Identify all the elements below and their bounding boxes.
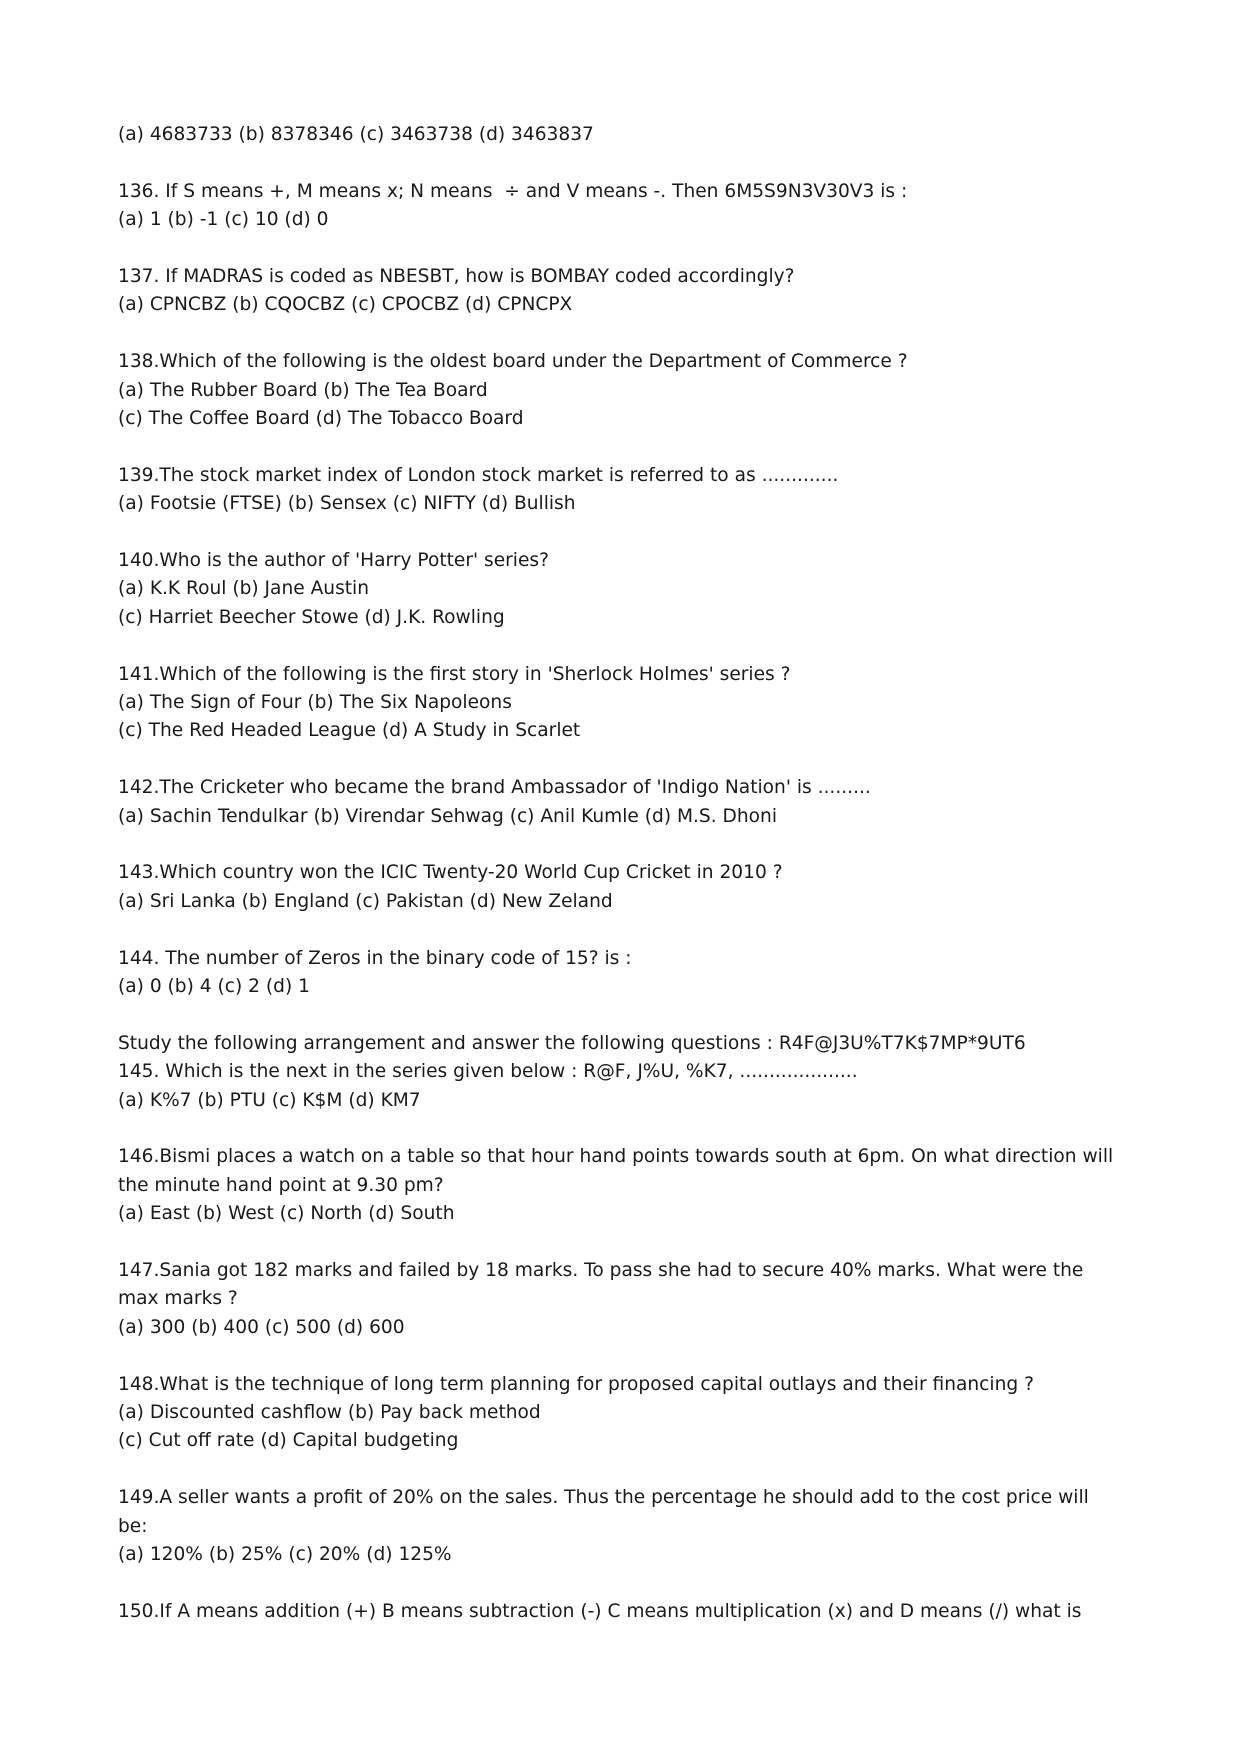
question-text: the minute hand point at 9.30 pm? xyxy=(118,1174,444,1196)
question-text: max marks ? xyxy=(118,1288,238,1310)
instruction-text: Study the following arrangement and answer the following questions : R4F@J3U%T7K$7MP*9UT6 xyxy=(118,1032,1026,1054)
question-text: 136. If S means +, M means x; N means ÷ and V means -. Then 6M5S9N3V30V3 is : xyxy=(118,180,908,202)
answer-options: (a) 1 (b) -1 (c) 10 (d) 0 xyxy=(118,209,329,231)
question-text: 137. If MADRAS is coded as NBESBT, how is BOMBAY coded accordingly? xyxy=(118,266,795,287)
answer-options: (a) East (b) West (c) North (d) South xyxy=(118,1203,455,1225)
question-text: 149.A seller wants a profit of 20% on the sales. Thus the percentage he should add to the cost price will xyxy=(118,1487,1089,1509)
question-block-answers-135 xyxy=(118,121,1128,149)
answer-options: (a) Sachin Tendulkar (b) Virendar Sehwag (c) Anil Kumle (d) M.S. Dhoni xyxy=(118,805,777,827)
text-line: (a) 4683733 (b) 8378346 (c) 3463738 (d) 3463837 xyxy=(118,124,594,145)
question-block-147 xyxy=(118,1257,1128,1342)
answer-options: (a) CPNCBZ (b) CQOCBZ (c) CPOCBZ (d) CPNCPX xyxy=(118,294,573,316)
question-block-141 xyxy=(118,661,1128,746)
question-text: 145. Which is the next in the series given below : R@F, J%U, %K7, .................... xyxy=(118,1061,858,1083)
answer-options: (a) Discounted cashflow (b) Pay back method xyxy=(118,1402,541,1424)
question-block-136 xyxy=(118,178,1128,235)
question-text: 139.The stock market index of London stock market is referred to as ............. xyxy=(118,464,839,486)
answer-options: (a) 0 (b) 4 (c) 2 (d) 1 xyxy=(118,976,310,998)
question-text: 147.Sania got 182 marks and failed by 18 marks. To pass she had to secure 40% marks. What were the xyxy=(118,1260,1084,1282)
question-text: 140.Who is the author of 'Harry Potter' series? xyxy=(118,550,549,572)
question-block-144 xyxy=(118,945,1128,1002)
question-block-146 xyxy=(118,1143,1128,1228)
question-text: 138.Which of the following is the oldest board under the Department of Commerce ? xyxy=(118,351,908,373)
question-block-140 xyxy=(118,547,1128,632)
question-block-150 xyxy=(118,1598,1128,1626)
question-text: be: xyxy=(118,1515,148,1537)
question-block-138 xyxy=(118,348,1128,433)
answer-options: (c) Harriet Beecher Stowe (d) J.K. Rowling xyxy=(118,606,505,628)
answer-options: (a) Footsie (FTSE) (b) Sensex (c) NIFTY (d) Bullish xyxy=(118,493,576,515)
question-text: 142.The Cricketer who became the brand Ambassador of 'Indigo Nation' is ......... xyxy=(118,777,871,799)
question-text: 141.Which of the following is the first story in 'Sherlock Holmes' series ? xyxy=(118,663,791,685)
answer-options: (c) The Red Headed League (d) A Study in Scarlet xyxy=(118,720,581,742)
answer-options: (a) Sri Lanka (b) England (c) Pakistan (d) New Zeland xyxy=(118,890,613,912)
question-block-149 xyxy=(118,1484,1128,1569)
question-block-143 xyxy=(118,859,1128,916)
question-text: 146.Bismi places a watch on a table so that hour hand points towards south at 6pm. On what direction will xyxy=(118,1146,1114,1168)
question-block-137 xyxy=(118,263,1128,320)
answer-options: (a) 120% (b) 25% (c) 20% (d) 125% xyxy=(118,1544,452,1566)
answer-options: (c) Cut off rate (d) Capital budgeting xyxy=(118,1430,459,1452)
answer-options: (c) The Coffee Board (d) The Tobacco Board xyxy=(118,408,524,430)
answer-options: (a) 300 (b) 400 (c) 500 (d) 600 xyxy=(118,1316,405,1338)
question-text: 148.What is the technique of long term planning for proposed capital outlays and their financing ? xyxy=(118,1373,1034,1395)
question-block-142 xyxy=(118,774,1128,831)
question-text: 150.If A means addition (+) B means subtraction (-) C means multiplication (x) and D means (/) what is xyxy=(118,1600,1082,1622)
answer-options: (a) The Sign of Four (b) The Six Napoleons xyxy=(118,692,512,714)
question-block-148 xyxy=(118,1371,1128,1456)
question-block-145 xyxy=(118,1030,1128,1115)
document-page xyxy=(118,121,1128,1655)
question-text: 144. The number of Zeros in the binary code of 15? is : xyxy=(118,947,632,969)
question-block-139 xyxy=(118,462,1128,519)
answer-options: (a) K.K Roul (b) Jane Austin xyxy=(118,578,370,600)
answer-options: (a) The Rubber Board (b) The Tea Board xyxy=(118,379,488,401)
answer-options: (a) K%7 (b) PTU (c) K$M (d) KM7 xyxy=(118,1089,421,1111)
question-text: 143.Which country won the ICIC Twenty-20 World Cup Cricket in 2010 ? xyxy=(118,862,783,884)
